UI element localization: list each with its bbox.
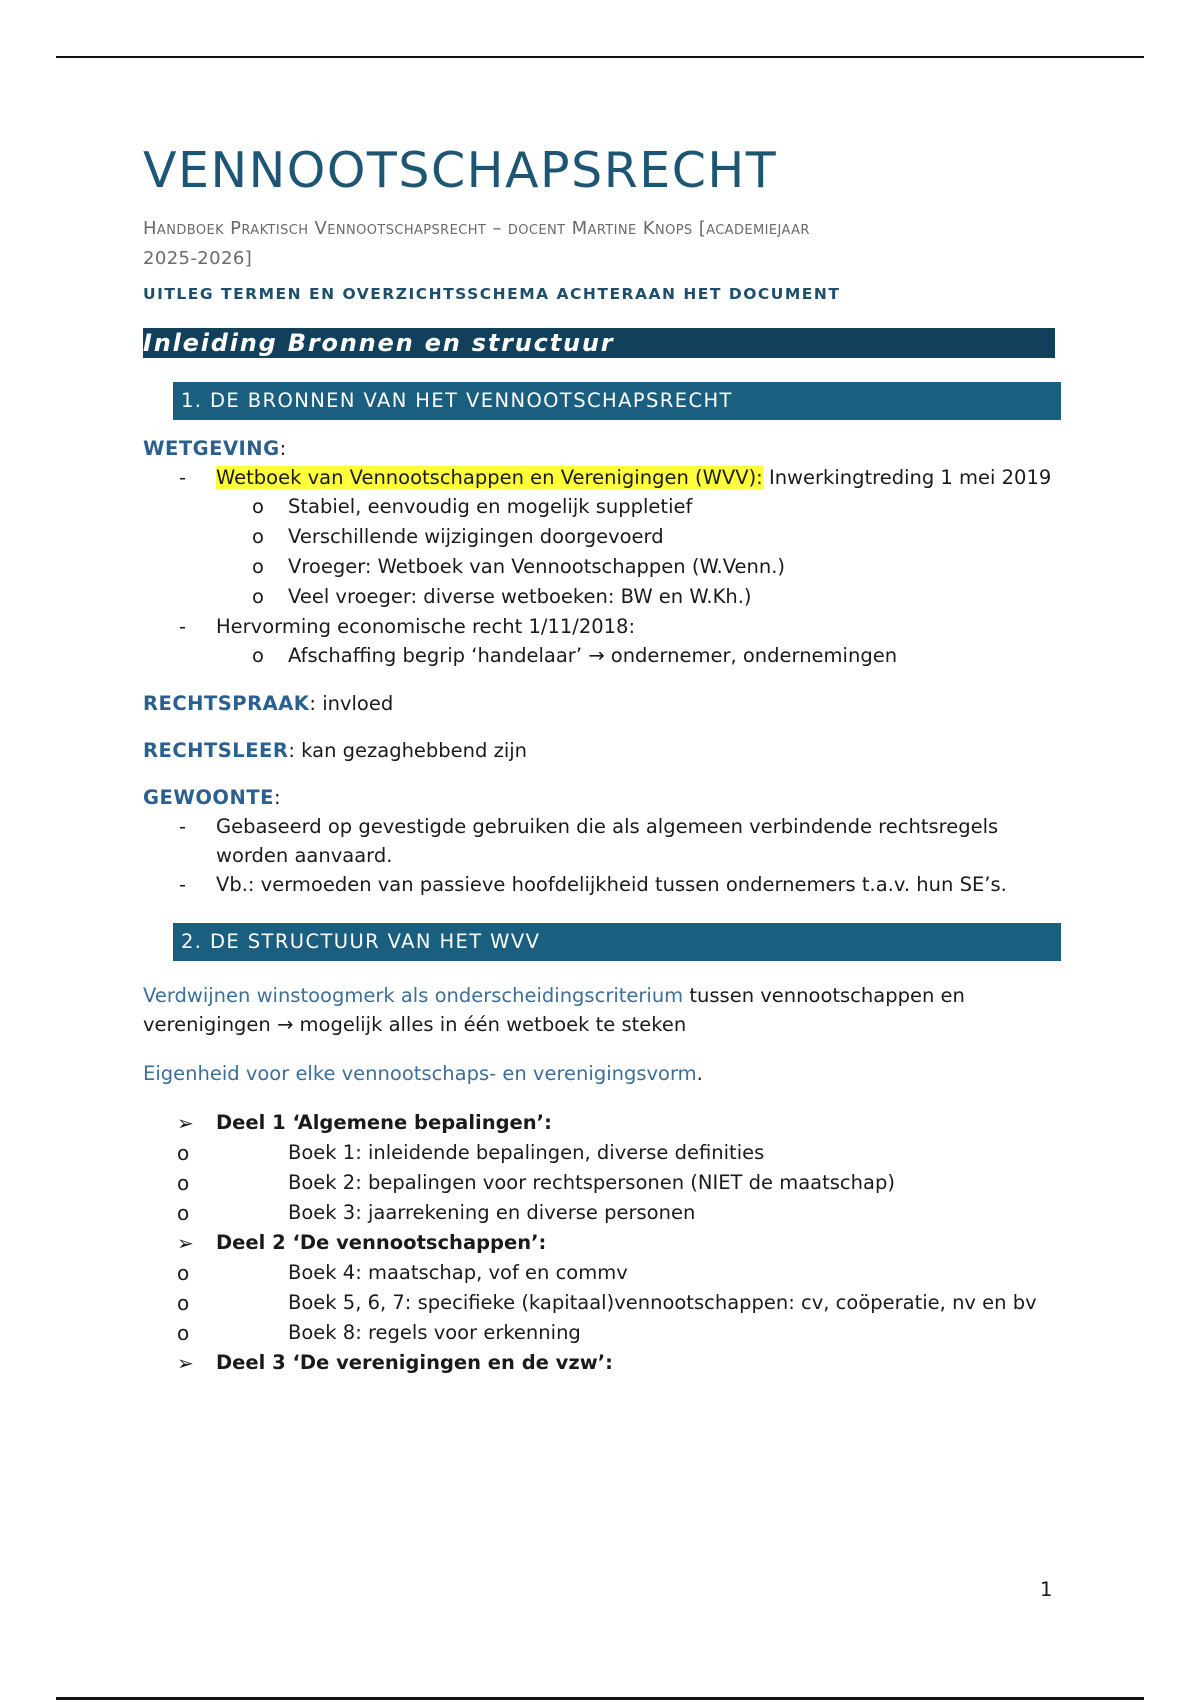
part-sublist (177, 1258, 1063, 1348)
list-item-text: Vb.: vermoeden van passieve hoofdelijkheid tussen ondernemers t.a.v. hun SE’s. (216, 873, 1007, 896)
list-item (143, 1138, 1063, 1168)
list-item (143, 870, 1063, 899)
gewoonte-heading (143, 783, 1063, 812)
list-item (143, 612, 1063, 671)
rechtspraak-text: : invloed (309, 692, 394, 715)
wetgeving-heading (143, 434, 1063, 463)
dash-bullet: - (179, 466, 187, 489)
list-item (143, 1288, 1063, 1318)
list-item-text: Afschaffing begrip ‘handelaar’ → ondernemer, ondernemingen (288, 644, 898, 667)
rechtsleer-line (143, 736, 1063, 765)
document-subtitle (143, 214, 1043, 274)
list-item (143, 1228, 1063, 1348)
dash-bullet: - (179, 815, 187, 838)
emphasis-text: Verdwijnen winstoogmerk als onderscheidingscriterium (143, 984, 684, 1007)
rechtsleer-label: RECHTSLEER (143, 739, 289, 762)
gewoonte-suffix: : (273, 786, 281, 809)
list-item (143, 1168, 1063, 1198)
heading-structuur: 2. DE STRUCTUUR VAN HET WVV (173, 923, 1061, 961)
paragraph-text: . (696, 1062, 703, 1085)
wetgeving-sublist (216, 492, 1063, 612)
list-item-text: Vroeger: Wetboek van Vennootschappen (W.Venn.) (288, 555, 786, 578)
paragraph-text: tussen vennootschappen en verenigingen → mogelijk alles in één wetboek te steken (143, 984, 965, 1036)
list-item (143, 463, 1063, 612)
list-item (143, 492, 1063, 522)
wetgeving-list (143, 463, 1063, 671)
instruction-line: UITLEG TERMEN EN OVERZICHTSSCHEMA ACHTERAAN HET DOCUMENT (143, 285, 841, 303)
list-item-text: Boek 3: jaarrekening en diverse personen (288, 1201, 696, 1224)
part-title: Deel 2 ‘De vennootschappen’: (216, 1231, 547, 1254)
structuur-paragraph-1 (143, 981, 1063, 1039)
list-item (143, 812, 1063, 870)
list-item-text: Boek 2: bepalingen voor rechtspersonen (NIET de maatschap) (288, 1171, 895, 1194)
arrow-bullet-icon: ➢ (177, 1231, 194, 1255)
arrow-bullet-icon: ➢ (177, 1111, 194, 1135)
list-item (143, 582, 1063, 612)
list-item-text: Boek 4: maatschap, vof en commv (288, 1261, 628, 1284)
list-item (143, 522, 1063, 552)
list-item (143, 1318, 1063, 1348)
circle-bullet: o (252, 644, 264, 667)
highlighted-text: Wetboek van Vennootschappen en Verenigingen (WVV): (216, 466, 763, 489)
list-item-text: Stabiel, eenvoudig en mogelijk suppletief (288, 495, 693, 518)
document-title: VENNOOTSCHAPSRECHT (143, 142, 778, 199)
structuur-paragraph-2 (143, 1059, 1063, 1088)
page-content (143, 140, 1063, 1378)
dash-bullet: - (179, 615, 187, 638)
circle-bullet: o (252, 585, 264, 608)
rechtspraak-line (143, 689, 1063, 718)
list-item (143, 1258, 1063, 1288)
section-title-bar: Inleiding Bronnen en structuur (143, 328, 1055, 358)
part-title: Deel 1 ‘Algemene bepalingen’: (216, 1111, 552, 1134)
heading-bronnen: 1. DE BRONNEN VAN HET VENNOOTSCHAPSRECHT (173, 382, 1061, 420)
circle-bullet: o (177, 1321, 190, 1345)
list-item-text: Veel vroeger: diverse wetboeken: BW en W.Kh.) (288, 585, 752, 608)
gewoonte-label: GEWOONTE (143, 786, 274, 809)
circle-bullet: o (177, 1141, 190, 1165)
list-item (143, 1198, 1063, 1228)
wetgeving-label: WETGEVING (143, 437, 280, 460)
header-rule (56, 56, 1144, 58)
list-item-text: Hervorming economische recht 1/11/2018: (216, 615, 636, 638)
rechtspraak-label: RECHTSPRAAK (143, 692, 310, 715)
circle-bullet: o (252, 555, 264, 578)
list-item-text: Boek 8: regels voor erkenning (288, 1321, 581, 1344)
list-item (143, 1108, 1063, 1228)
circle-bullet: o (177, 1291, 190, 1315)
dash-bullet: - (179, 873, 187, 896)
wetgeving-suffix: : (279, 437, 287, 460)
list-item-text: Boek 5, 6, 7: specifieke (kapitaal)vennootschappen: cv, coöperatie, nv en bv (288, 1291, 1037, 1314)
list-item-text: Gebaseerd op gevestigde gebruiken die als algemeen verbindende rechtsregels worden aanvaard. (216, 815, 999, 867)
circle-bullet: o (177, 1261, 190, 1285)
list-item-text: Verschillende wijzigingen doorgevoerd (288, 525, 664, 548)
list-item-text: Inwerkingtreding 1 mei 2019 (762, 466, 1052, 489)
arrow-bullet-icon: ➢ (177, 1351, 194, 1375)
rechtsleer-text: : kan gezaghebbend zijn (288, 739, 528, 762)
wvv-parts-list (143, 1108, 1063, 1378)
circle-bullet: o (177, 1201, 190, 1225)
list-item-text: Boek 1: inleidende bepalingen, diverse definities (288, 1141, 765, 1164)
list-item (143, 641, 1063, 671)
circle-bullet: o (252, 525, 264, 548)
emphasis-text: Eigenheid voor elke vennootschaps- en verenigingsvorm (143, 1062, 697, 1085)
part-title: Deel 3 ‘De verenigingen en de vzw’: (216, 1351, 613, 1374)
page-number: 1 (1040, 1578, 1053, 1601)
circle-bullet: o (252, 495, 264, 518)
subtitle-year: 2025-2026] (143, 248, 253, 269)
list-item (143, 1348, 1063, 1378)
gewoonte-list (143, 812, 1063, 899)
hervorming-sublist (216, 641, 1063, 671)
circle-bullet: o (177, 1171, 190, 1195)
list-item (143, 552, 1063, 582)
subtitle-lead: Handboek Praktisch Vennootschapsrecht – docent Martine Knops [academiejaar (143, 218, 810, 239)
part-sublist (177, 1138, 1063, 1228)
